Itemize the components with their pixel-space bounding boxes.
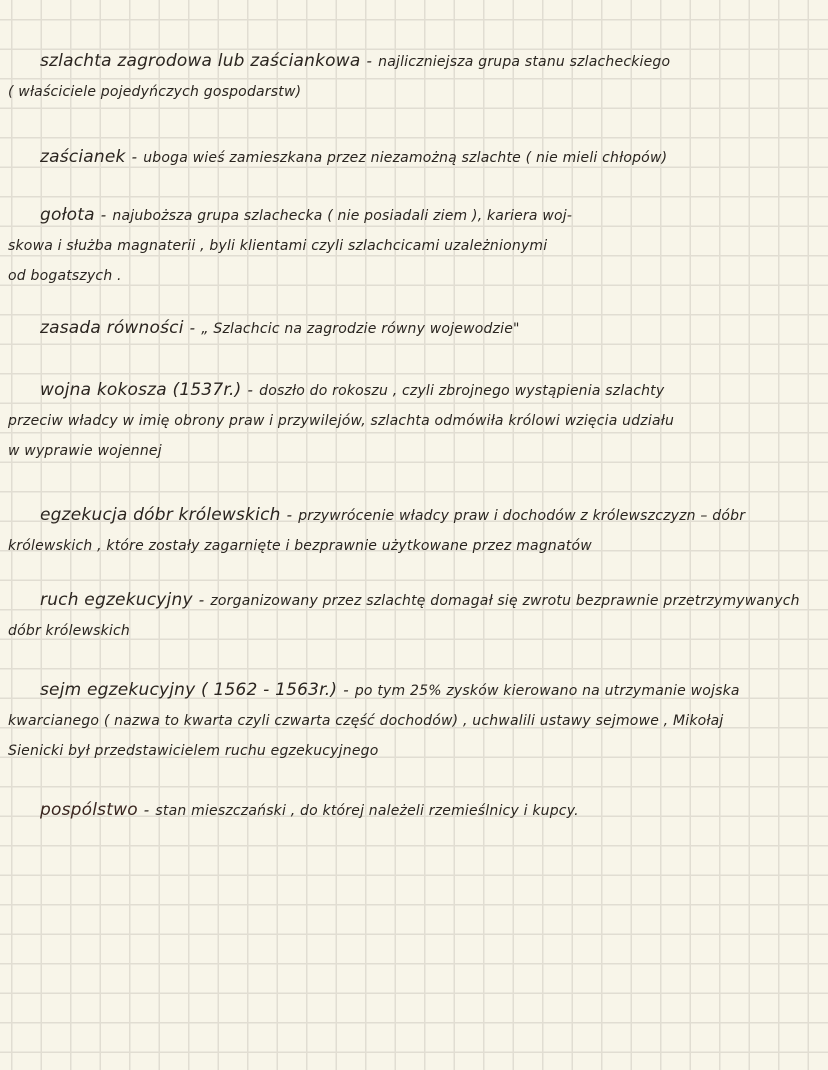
note-line <box>0 76 828 106</box>
note-line <box>0 735 828 765</box>
note-entry-zascianek <box>0 142 828 172</box>
note-entry-wojna-kokosza <box>0 375 828 465</box>
note-line <box>0 313 828 343</box>
note-line <box>0 200 828 230</box>
definition-text: po tym 25% zysków kierowano na utrzymanie wojska <box>354 683 740 699</box>
definition-text: skowa i służba magnaterii , byli klientami czyli szlachcicami uzależnionymi <box>8 238 548 254</box>
definition-text: najuboższa grupa szlachecka ( nie posiadali ziem ), kariera woj- <box>112 208 573 224</box>
note-line <box>0 405 828 435</box>
term: wojna kokosza (1537r.) <box>40 380 242 400</box>
separator: - <box>143 801 150 819</box>
note-line <box>0 585 828 615</box>
separator: - <box>286 506 293 524</box>
note-line <box>0 375 828 405</box>
definition-text: ( właściciele pojedyńczych gospodarstw) <box>8 84 302 100</box>
definition-text: od bogatszych . <box>8 268 122 284</box>
note-entry-szlachta-zagrodowa <box>0 46 828 106</box>
definition-text: w wyprawie wojennej <box>8 443 162 459</box>
definition-text: Sienicki był przedstawicielem ruchu egzekucyjnego <box>8 743 379 759</box>
note-line <box>0 705 828 735</box>
separator: - <box>366 52 373 70</box>
note-entry-egzekucja-dobr <box>0 500 828 560</box>
definition-text: dóbr królewskich <box>8 623 130 639</box>
note-line <box>0 142 828 172</box>
note-line <box>0 530 828 560</box>
note-entry-pospolstwo <box>0 795 828 825</box>
separator: - <box>100 206 107 224</box>
separator: - <box>343 681 349 699</box>
term: gołota <box>40 205 95 225</box>
note-line <box>0 795 828 825</box>
term: ruch egzekucyjny <box>40 590 193 610</box>
separator: - <box>247 381 254 399</box>
note-entry-ruch-egzekucyjny <box>0 585 828 645</box>
definition-text: „ Szlachcic na zagrodzie równy wojewodzie" <box>201 321 520 337</box>
note-line <box>0 46 828 76</box>
note-line <box>0 675 828 705</box>
term: zasada równości <box>40 318 184 338</box>
note-entry-golota <box>0 200 828 290</box>
term: egzekucja dóbr królewskich <box>40 505 281 525</box>
definition-text: kwarcianego ( nazwa to kwarta czyli czwarta część dochodów) , uchwalili ustawy sejmowe , Mikołaj <box>8 713 724 729</box>
note-entry-zasada-rownosci <box>0 313 828 343</box>
note-line <box>0 615 828 645</box>
definition-text: królewskich , które zostały zagarnięte i bezprawnie użytkowane przez magnatów <box>8 538 592 554</box>
definition-text: stan mieszczański , do której należeli rzemieślnicy i kupcy. <box>155 803 579 819</box>
note-entry-sejm-egzekucyjny <box>0 675 828 765</box>
definition-text: najliczniejsza grupa stanu szlacheckiego <box>378 54 671 70</box>
separator: - <box>198 591 205 609</box>
term: pospólstwo <box>40 800 138 820</box>
separator: - <box>189 319 196 337</box>
definition-text: przeciw władcy w imię obrony praw i przywilejów, szlachta odmówiła królowi wzięcia udziału <box>8 413 675 429</box>
note-line <box>0 230 828 260</box>
term: szlachta zagrodowa lub zaściankowa <box>40 51 361 71</box>
definition-text: doszło do rokoszu , czyli zbrojnego wystąpienia szlachty <box>259 383 665 399</box>
note-line <box>0 435 828 465</box>
note-line <box>0 500 828 530</box>
separator: - <box>131 148 138 166</box>
definition-text: przywrócenie władcy praw i dochodów z królewszczyzn – dóbr <box>298 508 746 524</box>
definition-text: uboga wieś zamieszkana przez niezamożną szlachte ( nie mieli chłopów) <box>143 150 668 166</box>
note-line <box>0 260 828 290</box>
definition-text: zorganizowany przez szlachtę domagał się zwrotu bezprawnie przetrzymywanych <box>210 593 800 609</box>
term: sejm egzekucyjny ( 1562 - 1563r.) <box>40 680 338 700</box>
term: zaścianek <box>40 147 126 167</box>
